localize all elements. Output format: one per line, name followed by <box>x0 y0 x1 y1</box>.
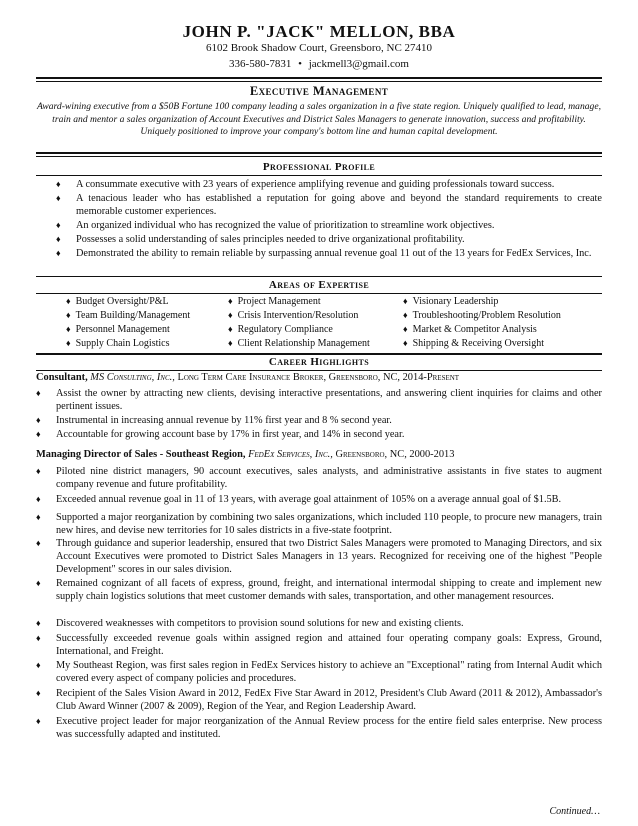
expertise-item: ♦ Personnel Management <box>66 324 170 335</box>
diamond-bullet-icon: ♦ <box>66 310 71 320</box>
address-line: 6102 Brook Shadow Court, Greensboro, NC 27410 <box>205 42 433 54</box>
divider <box>36 293 602 294</box>
divider <box>36 152 602 154</box>
diamond-bullet-icon: ♦ <box>36 512 41 522</box>
diamond-bullet-icon: ♦ <box>56 193 61 203</box>
career-title: Career Highlights <box>268 356 370 368</box>
diamond-bullet-icon: ♦ <box>36 618 41 628</box>
divider <box>36 276 602 277</box>
company-name: MS Consulting, Inc., <box>90 372 175 383</box>
expertise-item: ♦ Troubleshooting/Problem Resolution <box>403 310 561 321</box>
expertise-item: ♦ Project Management <box>228 296 321 307</box>
separator-dot: • <box>298 58 302 70</box>
divider <box>36 77 602 79</box>
divider <box>36 370 602 371</box>
expertise-item: ♦ Budget Oversight/P&L <box>66 296 169 307</box>
diamond-bullet-icon: ♦ <box>66 324 71 334</box>
expertise-item: ♦ Shipping & Receiving Oversight <box>403 338 544 349</box>
diamond-bullet-icon: ♦ <box>36 716 41 726</box>
diamond-bullet-icon: ♦ <box>66 338 71 348</box>
diamond-bullet-icon: ♦ <box>36 466 41 476</box>
job-role: Consultant, <box>36 372 88 383</box>
expertise-item: ♦ Visionary Leadership <box>403 296 499 307</box>
diamond-bullet-icon: ♦ <box>36 388 41 398</box>
continued-label: Continued… <box>549 806 600 817</box>
diamond-bullet-icon: ♦ <box>228 296 233 306</box>
company-name: FedEx Services, Inc., <box>248 449 333 460</box>
expertise-item: ♦ Team Building/Management <box>66 310 191 321</box>
diamond-bullet-icon: ♦ <box>56 179 61 189</box>
diamond-bullet-icon: ♦ <box>36 494 41 504</box>
executive-title: Executive Management <box>249 84 389 98</box>
diamond-bullet-icon: ♦ <box>56 248 61 258</box>
contact-line <box>0 58 638 70</box>
job-heading <box>36 372 606 383</box>
diamond-bullet-icon: ♦ <box>36 578 41 588</box>
executive-summary: Award-wining executive from a $50B Fortune 100 company leading a sales organization in a five state region. Uniquely qualified to lead, manage, train and mentor a sales organization of Account Executives and District Sales Managers to generate innovation, success and profitability. Uniquely positioned to improve your company's bottom line and human capital development. <box>37 101 601 137</box>
profile-title: Professional Profile <box>262 161 376 173</box>
expertise-title: Areas of Expertise <box>268 279 370 291</box>
expertise-item: ♦ Supply Chain Logistics <box>66 338 170 349</box>
diamond-bullet-icon: ♦ <box>228 338 233 348</box>
divider <box>36 81 602 82</box>
diamond-bullet-icon: ♦ <box>228 310 233 320</box>
email-address: jackmell3@gmail.com <box>308 58 409 70</box>
diamond-bullet-icon: ♦ <box>56 220 61 230</box>
diamond-bullet-icon: ♦ <box>403 310 408 320</box>
diamond-bullet-icon: ♦ <box>36 415 41 425</box>
divider <box>36 175 602 176</box>
job-details: Greensboro, NC, 2000-2013 <box>335 449 455 460</box>
diamond-bullet-icon: ♦ <box>403 338 408 348</box>
divider <box>36 353 602 355</box>
job-details: Long Term Care Insurance Broker, Greensboro, NC, 2014-Present <box>177 372 460 383</box>
candidate-name: JOHN P. "JACK" MELLON, BBA <box>182 22 456 41</box>
expertise-item: ♦ Crisis Intervention/Resolution <box>228 310 359 321</box>
phone-number: 336-580-7831 <box>229 58 292 70</box>
expertise-item: ♦ Market & Competitor Analysis <box>403 324 537 335</box>
diamond-bullet-icon: ♦ <box>403 324 408 334</box>
diamond-bullet-icon: ♦ <box>36 660 41 670</box>
diamond-bullet-icon: ♦ <box>36 688 41 698</box>
resume-page: JOHN P. "JACK" MELLON, BBA 6102 Brook Shadow Court, Greensboro, NC 27410 336-580-7831 • jackmell3@gmail.com Executive Management Award-wining executive from a $50B Fortune 100 company leading a sales organization in a five state region. Uniquely qualified to lead, manage, train and mentor a sales organization of Account Executives and District Sales Managers to generate innovation, success and profitability. Uniquely positioned to improve your company's bottom line and human capital development. Professional Profile ♦ A consummate executive with 23 years of experience amplifying revenue and guiding professionals toward success. ♦ A tenacious leader who has established a reputation for going above and beyond the standard requirements to create memorable customer experiences. ♦ An organized individual who has recognized the value of prioritization to streamline work objectives. ♦ Possesses a solid understanding of sales principles needed to drive organizational profitability. ♦ Demonstrated the ability to remain reliable by surpassing annual revenue goal 11 out of the 13 years for FedEx Services, Inc. Areas of Expertise ♦ Budget Oversight/P&L ♦ Team Building/Management ♦ Personnel Management ♦ Supply Chain Logistics ♦ Project Management ♦ Crisis Intervention/Resolution ♦ Regulatory Compliance ♦ Client Relationship Management ♦ Visionary Leadership ♦ Troubleshooting/Problem Resolution ♦ Market & Competitor Analysis ♦ Shipping & Receiving Oversight Career Highlights Consultant, MS Consulting, Inc., Long Term Care Insurance Broker, Greensboro, NC, 2014-Present ♦ Assist the owner by attracting new clients, devising interactive presentations, and answering client inquiries for claims and other pertinent issues. ♦ Instrumental in increasing annual revenue by 11% first year and 8 % second year. ♦ Accountable for growing account base by 17% in first year, and 14% in second year. Managing Director of Sales - Southeast Region, FedEx Services, Inc., Greensboro, NC, 2000-2013 ♦ Piloted nine district managers, 90 account executives, sales analysts, and administrative assistants in five states to augment company revenue and future profitability. ♦ Exceeded annual revenue goal in 11 of 13 years, with average goal attainment of 105% on a average annual goal of $1.5B. ♦ Supported a major reorganization by combining two sales organizations, which included 110 people, to procure new managers, train new hires, and devise new territories for 10 sales districts in a five-state footprint. ♦ Through guidance and superior leadership, ensured that two District Sales Managers were promoted to Managing Directors, and six Account Executives were promoted to District Sales Managers in 13 years. Recognized for receiving one of the highest "People Development" scores in our sales division. ♦ Remained cognizant of all facets of express, ground, freight, and international intermodal shipping to create and implement new supply chain logistics solutions that meet customer demands with sales, transportation, and other management resources. ♦ Discovered weaknesses with competitors to provision sound solutions for new and existing clients. ♦ Successfully exceeded revenue goals within assigned region and attained four operating company goals: Express, Ground, International, and Freight. ♦ My Southeast Region, was first sales region in FedEx Services history to achieve an "Exceptional" rating from Internal Audit which covered every aspect of company policies and procedures. ♦ Recipient of the Sales Vision Award in 2012, FedEx Five Star Award in 2012, President's Club Award (2011 & 2012), Ambassador's Club Award Winner (2007 & 2009), Region of the Year, and Region Leadership Award. ♦ Executive project leader for major reorganization of the Annual Review process for the entire field sales enterprise. New process was successfully adapted and instituted. Continued… <box>0 0 638 826</box>
job-heading <box>36 449 606 460</box>
diamond-bullet-icon: ♦ <box>36 429 41 439</box>
job-role: Managing Director of Sales - Southeast Region, <box>36 449 246 460</box>
diamond-bullet-icon: ♦ <box>66 296 71 306</box>
diamond-bullet-icon: ♦ <box>36 538 41 548</box>
diamond-bullet-icon: ♦ <box>228 324 233 334</box>
diamond-bullet-icon: ♦ <box>36 633 41 643</box>
diamond-bullet-icon: ♦ <box>403 296 408 306</box>
diamond-bullet-icon: ♦ <box>56 234 61 244</box>
divider <box>36 156 602 157</box>
expertise-item: ♦ Client Relationship Management <box>228 338 370 349</box>
expertise-item: ♦ Regulatory Compliance <box>228 324 333 335</box>
